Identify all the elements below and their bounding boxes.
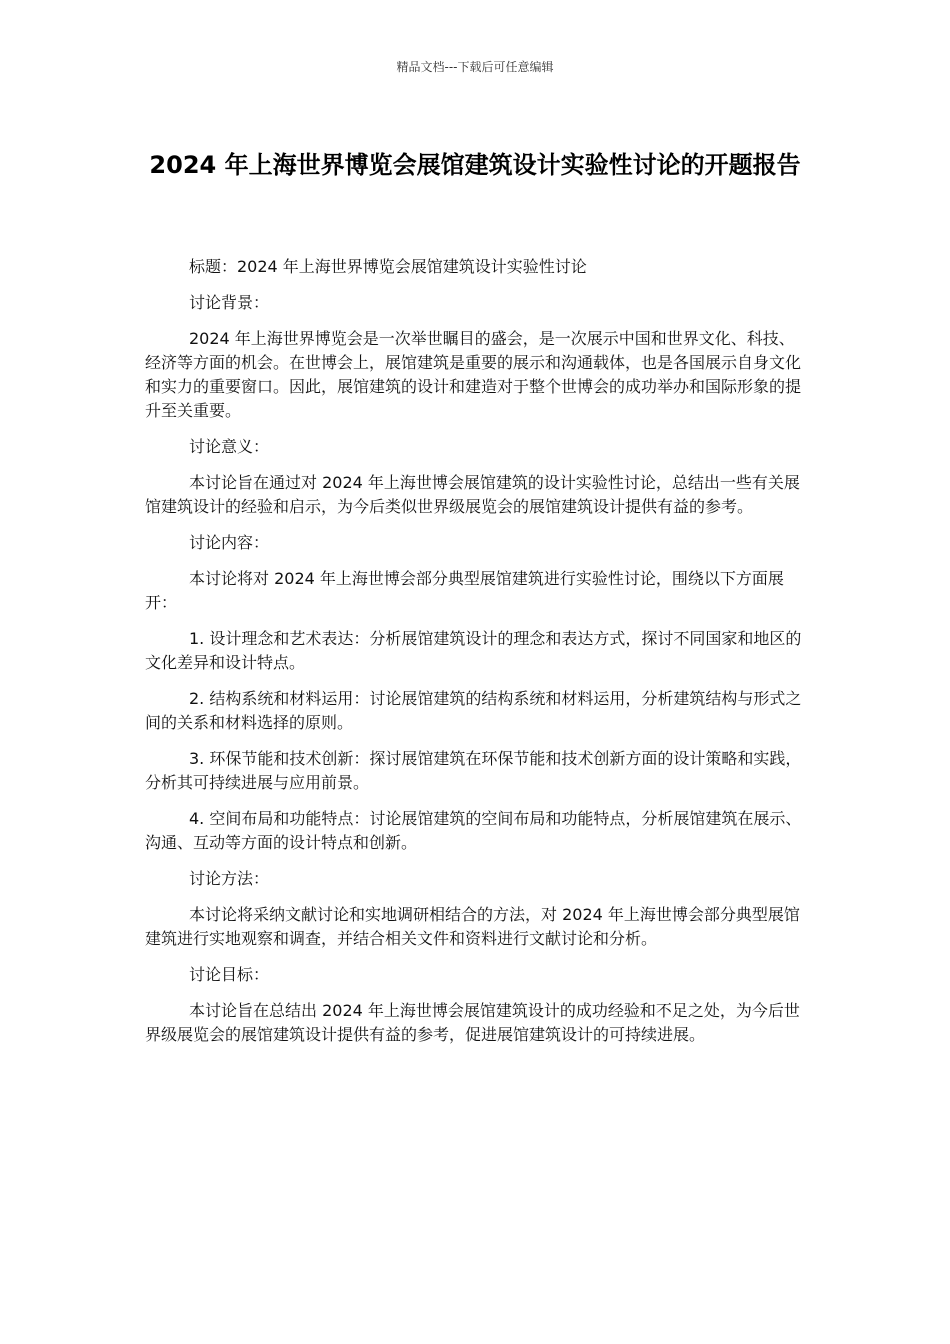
heading-content: 讨论内容：	[189, 533, 270, 552]
list-item-sustainability: 3. 环保节能和技术创新：探讨展馆建筑在环保节能和技术创新方面的设计策略和实践，分析其可持续进展与应用前景。	[145, 749, 802, 792]
paragraph-background: 2024 年上海世界博览会是一次举世瞩目的盛会，是一次展示中国和世界文化、科技、经济等方面的机会。在世博会上，展馆建筑是重要的展示和沟通载体，也是各国展示自身文化和实力的重要窗口。因此，展馆建筑的设计和建造对于整个世博会的成功举办和国际形象的提升至关重要。	[145, 329, 802, 420]
paragraph-content-intro: 本讨论将对 2024 年上海世博会部分典型展馆建筑进行实验性讨论，围绕以下方面展开：	[145, 569, 784, 612]
list-item-design-concept: 1. 设计理念和艺术表达：分析展馆建筑设计的理念和表达方式，探讨不同国家和地区的文化差异和设计特点。	[145, 629, 802, 672]
document-body	[145, 255, 807, 1059]
document-title: 2024 年上海世界博览会展馆建筑设计实验性讨论的开题报告	[149, 151, 801, 179]
paragraph-goals: 本讨论旨在总结出 2024 年上海世博会展馆建筑设计的成功经验和不足之处，为今后世界级展览会的展馆建筑设计提供有益的参考，促进展馆建筑设计的可持续进展。	[145, 1001, 800, 1044]
header-note: 精品文档---下载后可任意编辑	[396, 60, 554, 74]
list-item-structure-materials: 2. 结构系统和材料运用：讨论展馆建筑的结构系统和材料运用，分析建筑结构与形式之间的关系和材料选择的原则。	[145, 689, 802, 732]
list-item-spatial-layout: 4. 空间布局和功能特点：讨论展馆建筑的空间布局和功能特点，分析展馆建筑在展示、沟通、互动等方面的设计特点和创新。	[145, 809, 802, 852]
heading-method: 讨论方法：	[189, 869, 270, 888]
paragraph-method: 本讨论将采纳文献讨论和实地调研相结合的方法，对 2024 年上海世博会部分典型展馆建筑进行实地观察和调查，并结合相关文件和资料进行文献讨论和分析。	[145, 905, 800, 948]
paragraph-significance: 本讨论旨在通过对 2024 年上海世博会展馆建筑的设计实验性讨论，总结出一些有关展馆建筑设计的经验和启示，为今后类似世界级展览会的展馆建筑设计提供有益的参考。	[145, 473, 800, 516]
heading-significance: 讨论意义：	[189, 437, 270, 456]
heading-goals: 讨论目标：	[189, 965, 270, 984]
heading-background: 讨论背景：	[189, 293, 270, 312]
paragraph-topic: 标题：2024 年上海世界博览会展馆建筑设计实验性讨论	[189, 257, 587, 276]
